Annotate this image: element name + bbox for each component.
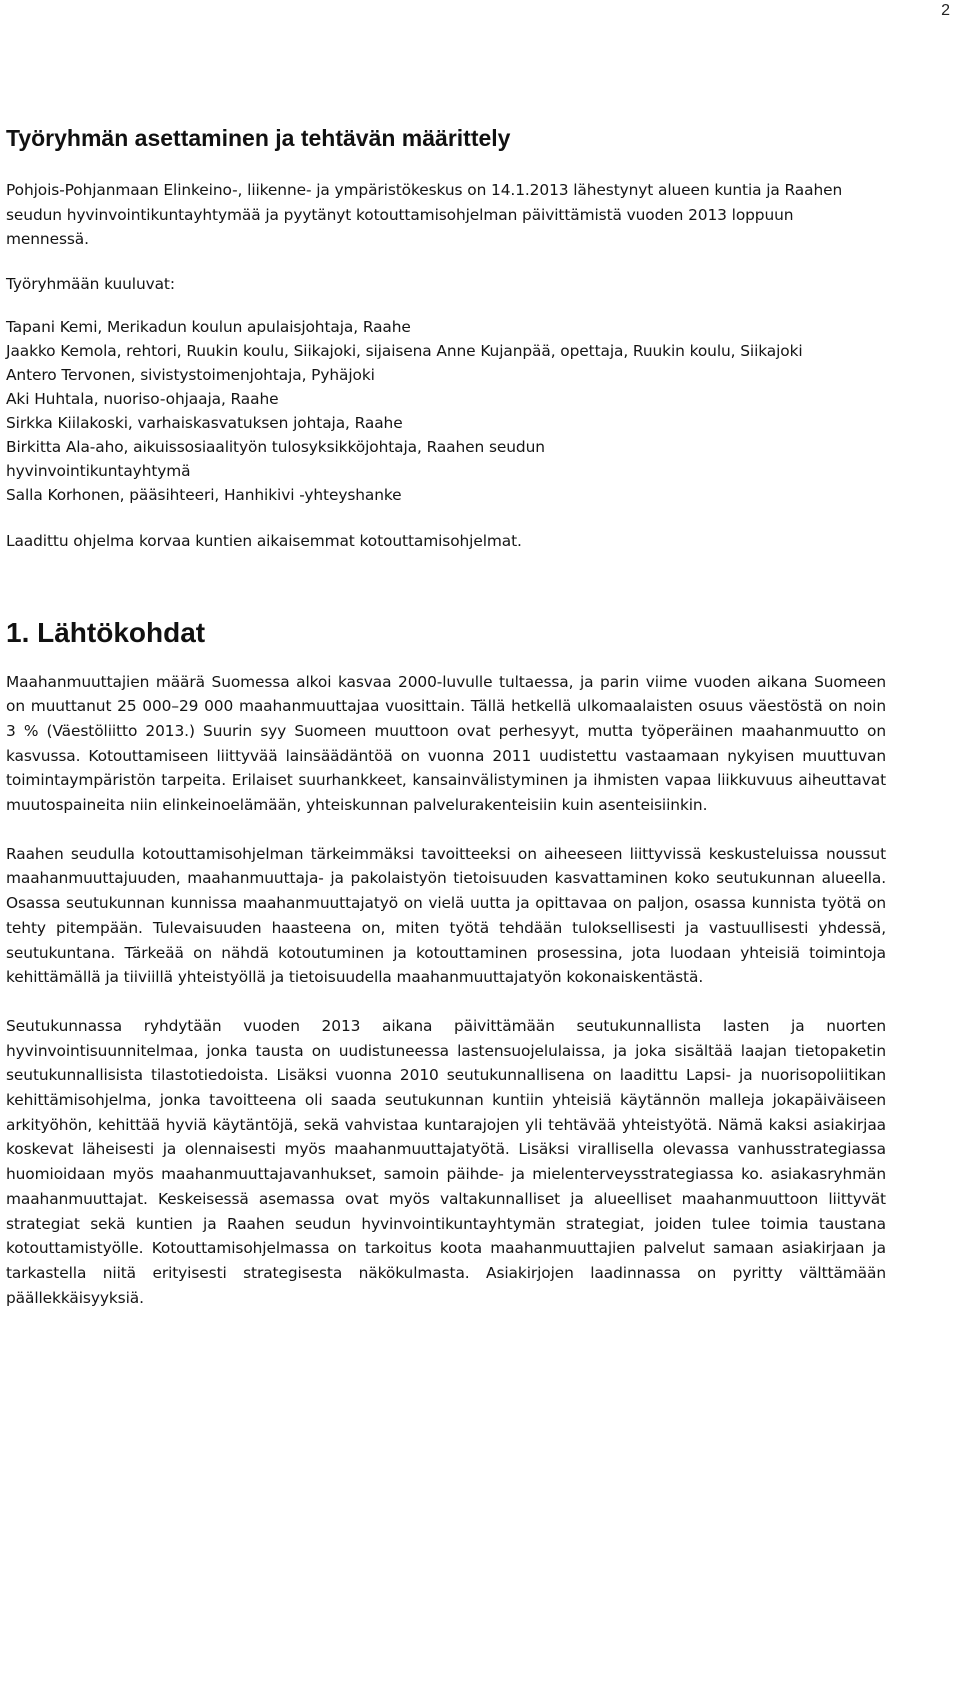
spacer — [6, 297, 886, 315]
intro-paragraph: Pohjois-Pohjanmaan Elinkeino-, liikenne- ja ympäristökeskus on 14.1.2013 lähestynyt alueen kuntia ja Raahen seudun hyvinvointikuntayhtymää ja pyytänyt kotouttamisohjelman päivittämistä vuoden 2013 loppuun mennessä. — [6, 181, 843, 249]
spacer — [6, 990, 886, 1014]
spacer — [6, 507, 886, 529]
member-item: Aki Huhtala, nuoriso-ohjaaja, Raahe — [6, 389, 279, 408]
spacer — [6, 152, 886, 178]
closing-sentence: Laadittu ohjelma korvaa kuntien aikaisemmat kotouttamisohjelmat. — [6, 531, 522, 550]
body-paragraph: Maahanmuuttajien määrä Suomessa alkoi kasvaa 2000-luvulle tultaessa, ja parin viime vuoden aikana Suomeen on muuttanut 25 000–29 000 maahanmuuttajaa vuosittain. Tällä hetkellä ulkomaalaisten osuus väestöstä on noin 3 % (Väestöliitto 2013.) Suurin syy Suomeen muuttoon ovat perhesyyt, mutta työperäinen maahanmuutto on kasvussa. Kotouttamiseen liittyvää lainsäädäntöä on vuonna 2011 uudistettu vastaamaan nykyisen muuttuvan toimintaympäristön tarpeita. Erilaiset suurhankkeet, kansainvälistyminen ja ihmisten vapaa liikkuvuus aiheuttavat muutospaineita niin elinkeinoelämään, yhteiskunnan palvelurakenteisiin kuin asenteisiinkin. — [6, 672, 886, 815]
spacer — [6, 650, 886, 670]
body-paragraph: Seutukunnassa ryhdytään vuoden 2013 aikana päivittämään seutukunnallista lasten ja nuorten hyvinvointisuunnitelmaa, jonka tausta on uudistuneessa lastensuojelulaissa, ja joka sisältää laajan tietopaketin seutukunnallisista tilastotiedoista. Lisäksi vuonna 2010 seutukunnallisena on laadittu Lapsi- ja nuorisopoliitikan kehittämisohjelma, jonka tavoitteena oli saada seutukunnan kuntiin yhteisiä käytännön malleja jokapäiväiseen arkityöhön, kehittää hyviä käytäntöjä, sekä vahvistaa kuntarajojen yli tehtävää yhteistyötä. Nämä kaksi asiakirjaa koskevat läheisesti ja olennaisesti myös maahanmuuttajatyötä. Lisäksi virallisella olevassa vanhusstrategiassa huomioidaan myös maahanmuuttajavanhukset, samoin päihde- ja mielenterveysstrategiassa ko. asiakasryhmän maahanmuuttajat. Keskeisessä asemassa ovat myös valtakunnalliset ja alueelliset maahanmuuttoon liittyvät strategiat sekä kuntien ja Raahen seudun hyvinvointikuntayhtymän strategiat, joiden tulee toimia taustana kotouttamistyölle. Kotouttamisohjelmassa on tarkoitus koota maahanmuuttajien palvelut samaan asiakirjaan ja tarkastella niitä erityisesti strategisesta näkökulmasta. Asiakirjojen laadinnassa on pyritty välttämään päällekkäisyyksiä. — [6, 1016, 886, 1307]
document-body — [6, 124, 886, 1310]
member-item: Antero Tervonen, sivistystoimenjohtaja, Pyhäjoki — [6, 365, 375, 384]
members-list — [6, 315, 886, 507]
spacer — [6, 818, 886, 842]
page-number: 2 — [941, 2, 950, 19]
section-heading: Työryhmän asettaminen ja tehtävän määrittely — [6, 125, 511, 151]
member-item: Salla Korhonen, pääsihteeri, Hanhikivi -yhteyshanke — [6, 485, 402, 504]
members-heading: Työryhmään kuuluvat: — [6, 275, 175, 294]
spacer — [6, 252, 886, 272]
member-item: Birkitta Ala-aho, aikuissosiaalityön tulosyksikköjohtaja, Raahen seudun hyvinvointikuntayhtymä — [6, 437, 545, 480]
member-item: Jaakko Kemola, rehtori, Ruukin koulu, Siikajoki, sijaisena Anne Kujanpää, opettaja, Ruukin koulu, Siikajoki — [6, 341, 803, 360]
spacer — [6, 554, 886, 616]
body-paragraph: Raahen seudulla kotouttamisohjelman tärkeimmäksi tavoitteeksi on aiheeseen liittyvissä keskusteluissa noussut maahanmuuttajuuden, maahanmuuttaja- ja pakolaistyön tietoisuuden kasvattaminen koko seutukunnan alueella. Osassa seutukunnan kunnissa maahanmuuttajatyö on vielä uutta ja opittavaa on paljon, osassa kunnista työtä on tehty pitempään. Tulevaisuuden haasteena on, miten työtä tehdään tuloksellisesti ja vastuullisesti yhdessä, seutukuntana. Tärkeää on nähdä kotoutuminen ja kotouttaminen prosessina, jota luodaan yhteisiä toimintoja kehittämällä ja tiiviillä yhteistyöllä ja tietoisuudella maahanmuuttajatyön kokonaiskentästä. — [6, 844, 886, 987]
chapter-heading: 1. Lähtökohdat — [6, 616, 206, 648]
member-item: Tapani Kemi, Merikadun koulun apulaisjohtaja, Raahe — [6, 317, 411, 336]
member-item: Sirkka Kiilakoski, varhaiskasvatuksen johtaja, Raahe — [6, 413, 403, 432]
